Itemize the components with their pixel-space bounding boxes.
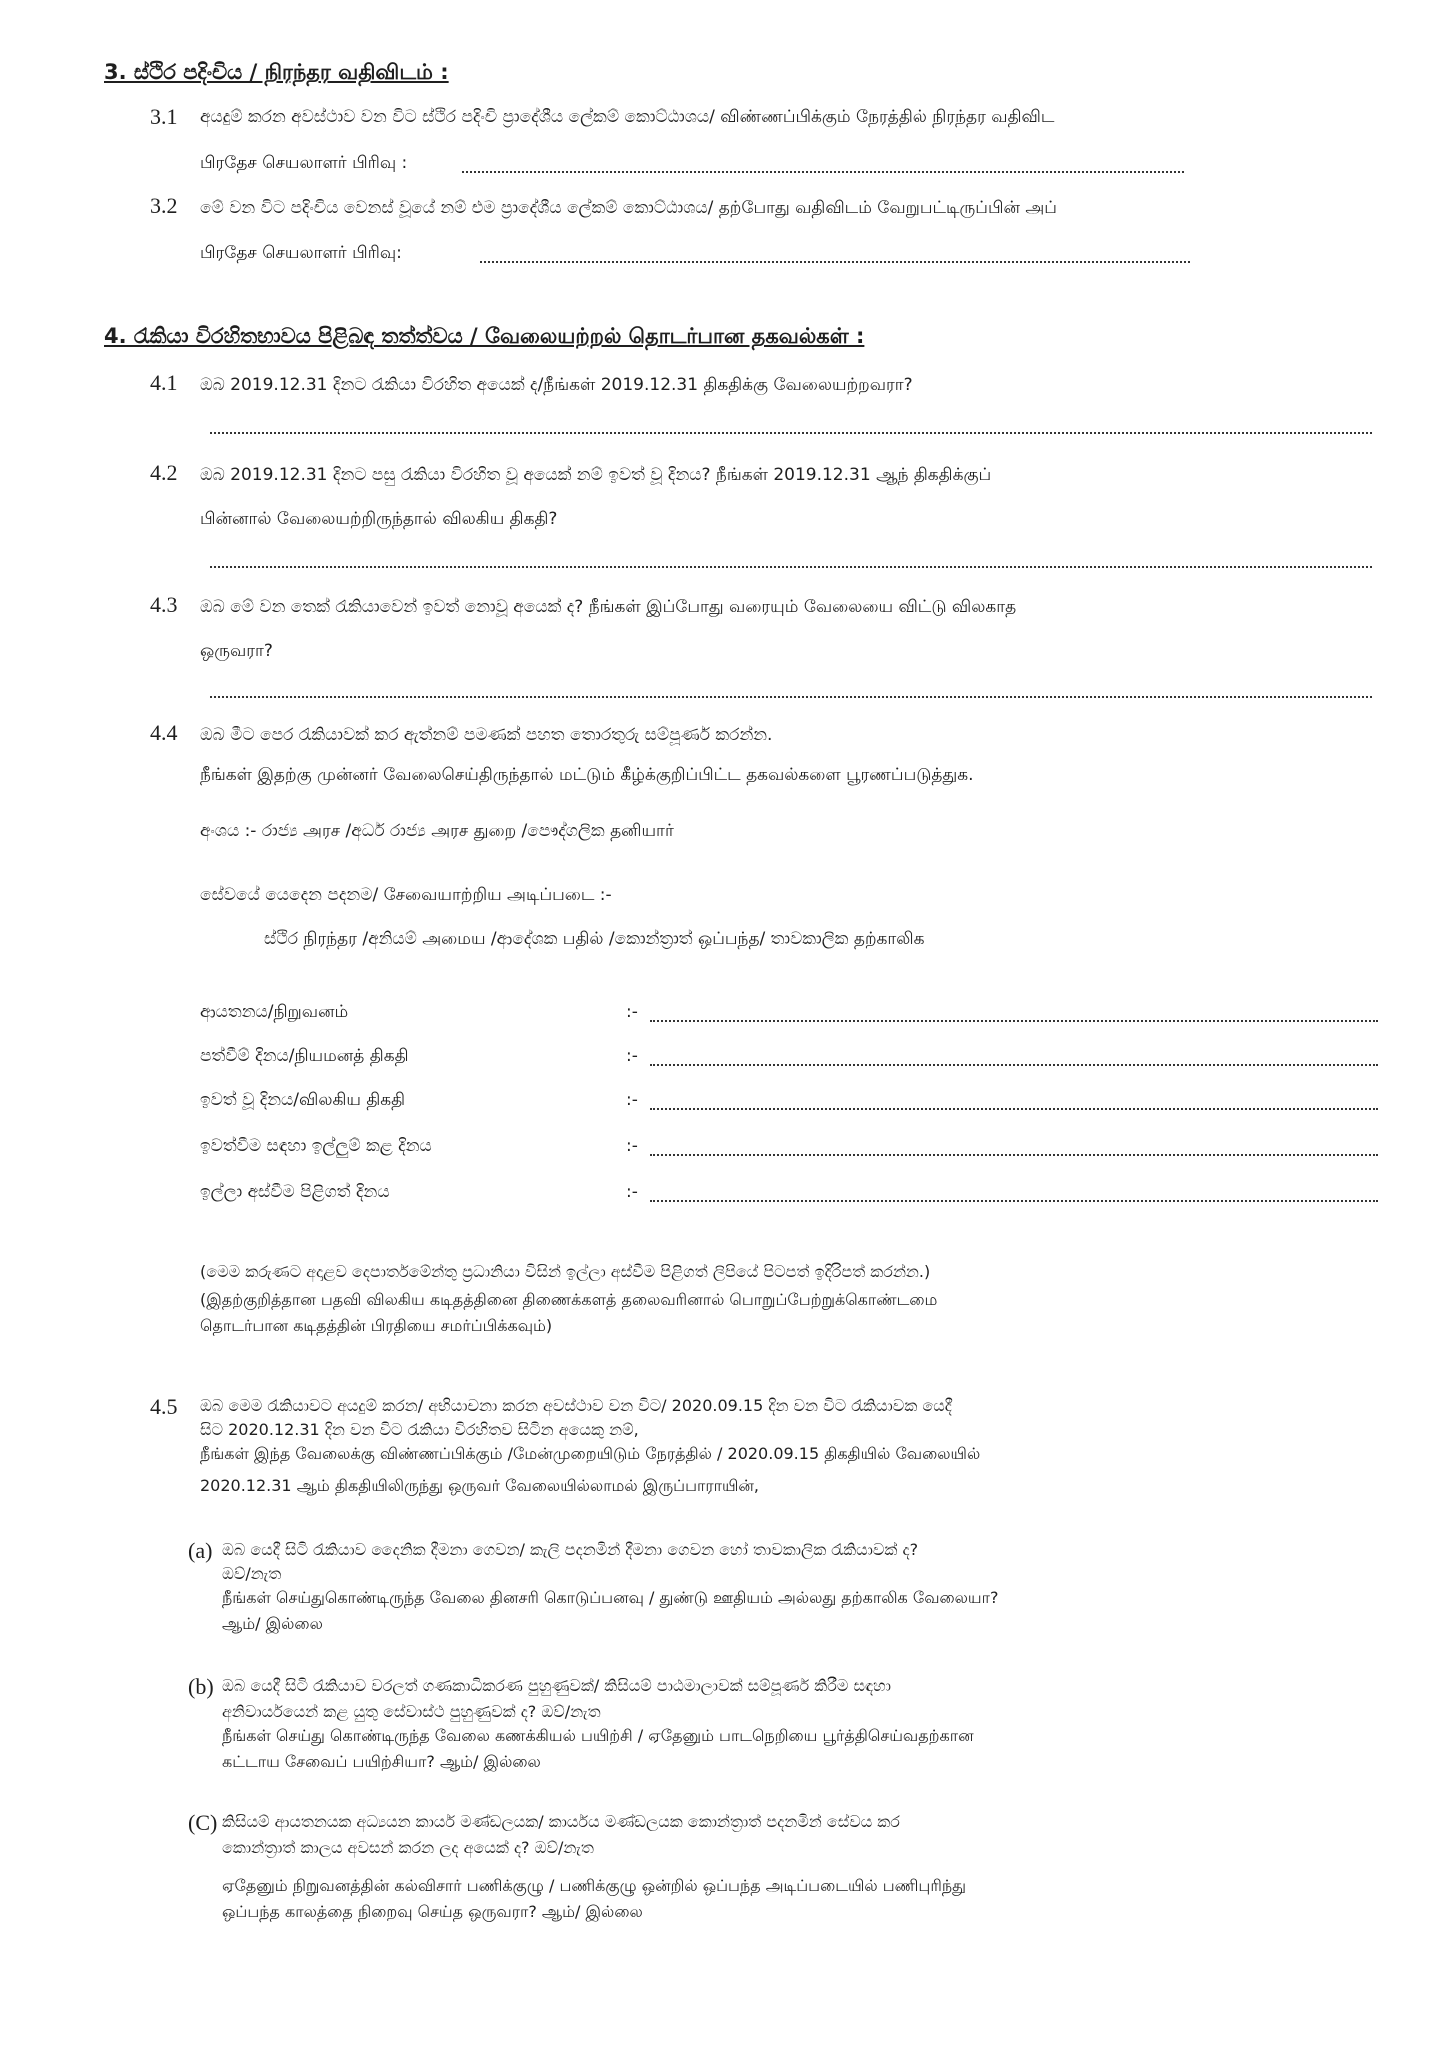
item-4-2-answer-field[interactable] bbox=[210, 566, 1372, 568]
field-input-institution[interactable] bbox=[650, 1020, 1378, 1022]
field-input-appointment-date[interactable] bbox=[650, 1064, 1378, 1066]
subitem-a-sinhala-line1: ඔබ යෙදී සිටි රැකියාව දෛනික දීමනා ගෙවන/ කැලි පදනමින් දීමනා ගෙවන හෝ තාවකාලික රැකියාවක් ද? bbox=[222, 1540, 919, 1559]
item-4-2-line2: பின்னால் வேலையற்றிருந்தால் விலகிய திகதி? bbox=[200, 509, 558, 529]
section-3-heading: 3. ස්ථිර පදිංචිය / நிரந்தர வதிவிடம் : bbox=[104, 60, 449, 84]
subitem-c-sinhala-line2: කොන්ත්‍රාත් කාලය අවසන් කරන ලද අයෙක් ද? ඔව්/නැත bbox=[222, 1838, 594, 1857]
item-4-1-answer-field[interactable] bbox=[210, 432, 1372, 434]
subitem-a-mark: (a) bbox=[188, 1538, 213, 1563]
note-tamil-line2: தொடர்பான கடிதத்தின் பிரதியை சமர்ப்பிக்கவும்) bbox=[200, 1316, 553, 1335]
field-input-leaving-date[interactable] bbox=[650, 1108, 1378, 1110]
note-tamil-line1: (இதற்குறித்தான பதவி விலகிய கடிதத்தினை திணைக்களத் தலைவரினால் பொறுப்பேற்றுக்கொண்டமை bbox=[200, 1290, 938, 1309]
item-3-1-number: 3.1 bbox=[150, 104, 178, 129]
item-3-2-answer-field[interactable] bbox=[480, 261, 1190, 263]
field-input-resignation-accepted-date[interactable] bbox=[650, 1200, 1378, 1202]
field-colon: :- bbox=[626, 1002, 638, 1022]
service-basis-options: ස්ථිර நிரந்தர /අනියම් அமைய /ආදේශක பதில் /කොන්ත්‍රාත් ஒப்பந்த/ තාවකාලික தற்காலிக bbox=[264, 929, 925, 949]
item-4-5-line1: ඔබ මෙම රැකියාවට අයදුම් කරන/ අභියාචනා කරන අවස්ථාව වන විට/ 2020.09.15 දින වන විට රැකියාවක යෙදී bbox=[200, 1396, 952, 1415]
subitem-b-tamil-line2: கட்டாய சேவைப் பயிற்சியா? ஆம்/ இல்லை bbox=[222, 1752, 541, 1771]
item-3-1-answer-field[interactable] bbox=[462, 171, 1184, 173]
item-4-4-line1: ඔබ මීට පෙර රැකියාවක් කර ඇත්නම් පමණක් පහත තොරතුරු සම්පූර්ණ කරන්න. bbox=[200, 725, 773, 745]
field-label-resignation-request-date: ඉවත්වීම සඳහා ඉල්ලුම් කළ දිනය bbox=[200, 1136, 432, 1156]
field-label-leaving-date: ඉවත් වූ දිනය/விலகிய திகதி bbox=[200, 1090, 406, 1110]
item-3-2-number: 3.2 bbox=[150, 193, 178, 218]
section-4-heading: 4. රැකියා විරහිතභාවය පිළිබඳ තත්ත්වය / வேலையற்றல் தொடர்பான தகவல்கள் : bbox=[104, 324, 865, 348]
field-colon: :- bbox=[626, 1090, 638, 1110]
field-label-appointment-date: පත්වීම් දිනය/நியமனத் திகதி bbox=[200, 1046, 409, 1066]
item-3-2-line2: பிரதேச செயலாளர் பிரிவு: bbox=[200, 243, 402, 263]
item-4-5-line3: நீங்கள் இந்த வேலைக்கு விண்ணப்பிக்கும் /மேன்முறையிடும் நேரத்தில் / 2020.09.15 திகதியில் வேலையில் bbox=[200, 1444, 981, 1463]
item-4-5-line2: සිට 2020.12.31 දින වන විට රැකියා විරහිතව සිටින අයෙකු නම්, bbox=[200, 1420, 639, 1439]
subitem-b-sinhala-line2: අනිවාර්යයෙන් කළ යුතු සේවාස්ථ පුහුණුවක් ද? ඔව්/නැත bbox=[222, 1702, 601, 1721]
subitem-b-mark: (b) bbox=[188, 1674, 214, 1699]
item-4-5-line4: 2020.12.31 ஆம் திகதியிலிருந்து ஒருவர் வேலையில்லாமல் இருப்பாராயின், bbox=[200, 1476, 759, 1495]
subitem-c-mark: (C) bbox=[188, 1810, 218, 1835]
service-basis-label: සේවයේ යෙදෙන පදනම/ சேவையாற்றிய அடிப்படை :- bbox=[200, 885, 612, 905]
subitem-b-tamil-line1: நீங்கள் செய்து கொண்டிருந்த வேலை கணக்கியல் பயிற்சி / ஏதேனும் பாடநெறியை பூர்த்திசெய்வதற்கான bbox=[222, 1726, 974, 1745]
field-input-resignation-request-date[interactable] bbox=[650, 1154, 1378, 1156]
field-label-resignation-accepted-date: ඉල්ලා අස්වීම පිළිගත් දිනය bbox=[200, 1182, 390, 1202]
sector-options: අංශය :- රාජ්‍ය அரச /අර්ධ රාජ්‍ය அரச துறை /පෞද්ගලික தனியார் bbox=[200, 821, 674, 841]
item-4-5-number: 4.5 bbox=[150, 1394, 178, 1419]
item-4-4-line2: நீங்கள் இதற்கு முன்னர் வேலைசெய்திருந்தால் மட்டும் கீழ்க்குறிப்பிட்ட தகவல்களை பூரணப்படுத்துக. bbox=[200, 765, 974, 785]
field-label-institution: ආයතනය/நிறுவனம் bbox=[200, 1002, 349, 1022]
subitem-b-sinhala-line1: ඔබ යෙදී සිටි රැකියාව වරලත් ගණකාධිකරණ පුහුණුවක්/ කිසියම් පාඨමාලාවක් සම්පූර්ණ කිරීම සඳහා bbox=[222, 1676, 891, 1695]
subitem-a-sinhala-line2: ඔව්/නැත bbox=[222, 1564, 282, 1583]
field-colon: :- bbox=[626, 1136, 638, 1156]
item-4-2-number: 4.2 bbox=[150, 460, 178, 485]
field-colon: :- bbox=[626, 1182, 638, 1202]
item-3-1-line1: අයදුම් කරන අවස්ථාව වන විට ස්ථිර පදිංචි ප්‍රාදේශීය ලේකම් කොට්ඨාශය/ விண்ணப்பிக்கும் நேரத்தில் நிரந்தர வதிவிட bbox=[200, 107, 1055, 127]
item-4-3-number: 4.3 bbox=[150, 592, 178, 617]
item-4-2-line1: ඔබ 2019.12.31 දිනට පසු රැකියා විරහිත වූ අයෙක් නම් ඉවත් වූ දිනය? நீங்கள் 2019.12.31 ஆந் திகதிக்குப் bbox=[200, 465, 992, 485]
item-4-1-number: 4.1 bbox=[150, 370, 178, 395]
item-4-3-line2: ஒருவரா? bbox=[200, 641, 273, 661]
item-4-3-answer-field[interactable] bbox=[210, 696, 1372, 698]
subitem-c-tamil-line1: ஏதேனும் நிறுவனத்தின் கல்விசார் பணிக்குழு / பணிக்குழு ஒன்றில் ஒப்பந்த அடிப்படையில் பணிபுரிந்து bbox=[222, 1876, 966, 1895]
subitem-c-sinhala-line1: කිසියම් ආයතනයක අධ්‍යයන කාර්ය මණ්ඩලයක/ කාර්යය මණ්ඩලයක කොන්ත්‍රාත් පදනමින් සේවය කර bbox=[222, 1812, 900, 1831]
subitem-a-tamil-line1: நீங்கள் செய்துகொண்டிருந்த வேலை தினசரி கொடுப்பனவு / துண்டு ஊதியம் அல்லது தற்காலிக வேலையா? bbox=[222, 1588, 999, 1607]
item-4-3-line1: ඔබ මේ වන තෙක් රැකියාවෙන් ඉවත් නොවූ අයෙක් ද? நீங்கள் இப்போது வரையும் வேலையை விட்டு விலகாத bbox=[200, 597, 1017, 617]
subitem-a-tamil-line2: ஆம்/ இல்லை bbox=[222, 1614, 323, 1633]
item-3-2-line1: මේ වන විට පදිංචිය වෙනස් වූයේ නම් එම ප්‍රාදේශීය ලේකම් කොට්ඨාශය/ தற்போது வதிவிடம் வேறுபட்டிருப்பின் அப் bbox=[200, 198, 1057, 218]
item-4-1-line1: ඔබ 2019.12.31 දිනට රැකියා විරහිත අයෙක් ද/நீங்கள் 2019.12.31 திகதிக்கு வேலையற்றவரா? bbox=[200, 375, 913, 395]
field-colon: :- bbox=[626, 1046, 638, 1066]
item-3-1-line2: பிரதேச செயலாளர் பிரிவு : bbox=[200, 153, 408, 173]
note-sinhala: (මෙම කරුණට අදාළව දෙපාර්තමේන්තු ප්‍රධානියා විසින් ඉල්ලා අස්වීම පිළිගත් ලිපියේ පිටපත් ඉදිරිපත් කරන්න.) bbox=[200, 1262, 931, 1281]
item-4-4-number: 4.4 bbox=[150, 720, 178, 745]
subitem-c-tamil-line2: ஒப்பந்த காலத்தை நிறைவு செய்த ஒருவரா? ஆம்/ இல்லை bbox=[222, 1902, 643, 1921]
